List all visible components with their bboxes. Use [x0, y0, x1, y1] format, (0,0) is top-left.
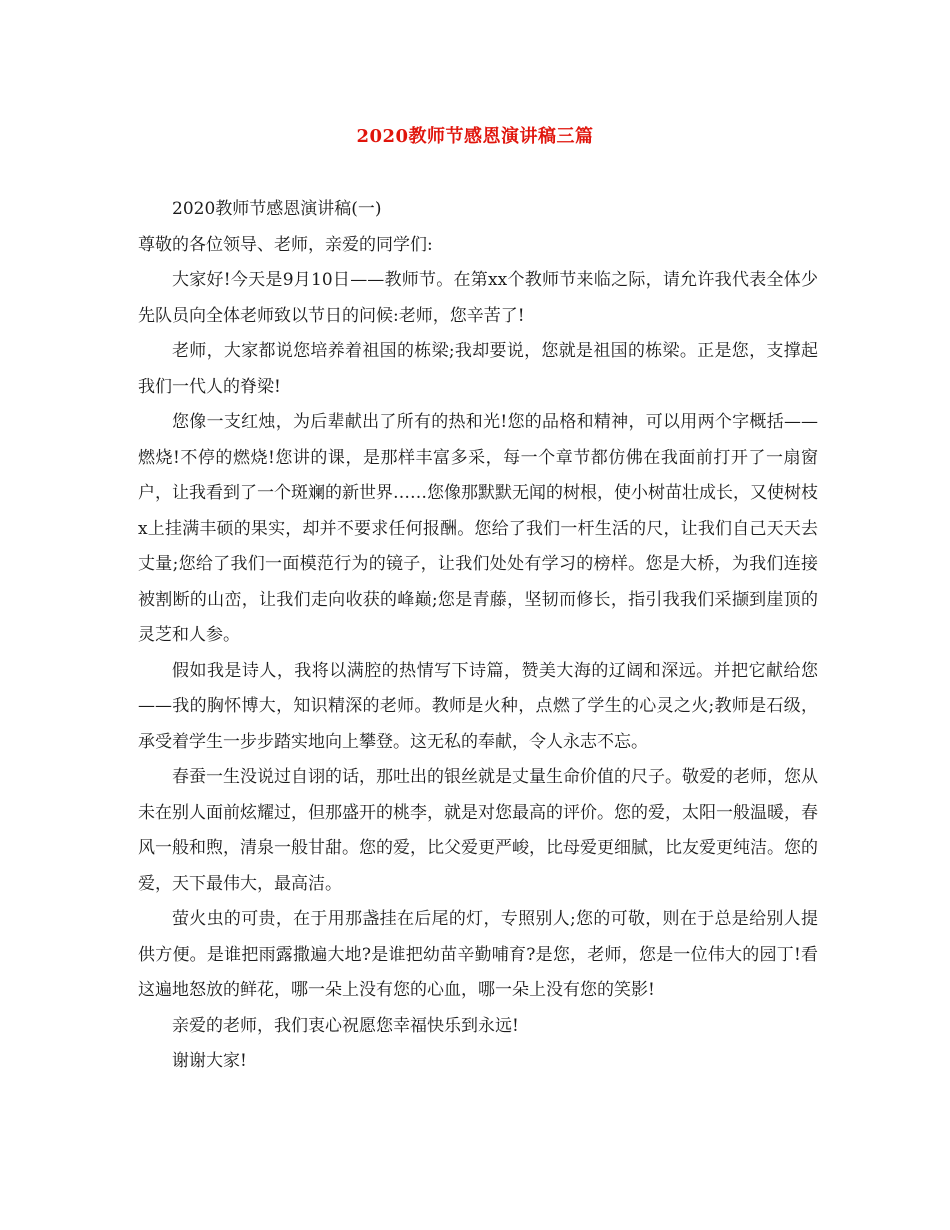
salutation: 尊敬的各位领导、老师，亲爱的同学们:	[138, 234, 433, 255]
paragraph: 萤火虫的可贵，在于用那盏挂在后尾的灯，专照别人;您的可敬，则在于总是给别人提供方便。是谁把雨露撒遍大地?是谁把幼苗辛勤哺育?是您，老师，您是一位伟大的园丁!看这遍地怒放的鲜花，哪一朵上没有您的心血，哪一朵上没有您的笑影!	[138, 909, 818, 1000]
speech-subtitle: 2020教师节感恩演讲稿(一)	[172, 199, 382, 219]
paragraph: 大家好!今天是9月10日——教师节。在第xx个教师节来临之际，请允许我代表全体少先队员向全体老师致以节日的问候:老师，您辛苦了!	[138, 270, 818, 326]
document-title: 2020教师节感恩演讲稿三篇	[356, 126, 594, 147]
paragraph: 春蚕一生没说过自诩的话，那吐出的银丝就是丈量生命价值的尺子。敬爱的老师，您从未在别人面前炫耀过，但那盛开的桃李，就是对您最高的评价。您的爱，太阳一般温暖，春风一般和煦，清泉一般甘甜。您的爱，比父爱更严峻，比母爱更细腻，比友爱更纯洁。您的爱，天下最伟大，最高洁。	[138, 767, 818, 894]
paragraph: 老师，大家都说您培养着祖国的栋梁;我却要说，您就是祖国的栋梁。正是您，支撑起我们一代人的脊梁!	[138, 341, 818, 397]
closing-thanks: 谢谢大家!	[172, 1051, 247, 1071]
paragraph: 您像一支红烛，为后辈献出了所有的热和光!您的品格和精神，可以用两个字概括——燃烧!不停的燃烧!您讲的课，是那样丰富多采，每一个章节都仿佛在我面前打开了一扇窗户，让我看到了一个斑斓的新世界……您像那默默无闻的树根，使小树苗壮成长，又使树枝x上挂满丰硕的果实，却并不要求任何报酬。您给了我们一杆生活的尺，让我们自己天天去丈量;您给了我们一面模范行为的镜子，让我们处处有学习的榜样。您是大桥，为我们连接被割断的山峦，让我们走向收获的峰巅;您是青藤，坚韧而修长，指引我我们采撷到崖顶的灵芝和人参。	[138, 412, 818, 645]
paragraph: 假如我是诗人，我将以满腔的热情写下诗篇，赞美大海的辽阔和深远。并把它献给您——我的胸怀博大，知识精深的老师。教师是火种，点燃了学生的心灵之火;教师是石级，承受着学生一步步踏实地向上攀登。这无私的奉献，令人永志不忘。	[138, 660, 818, 752]
closing-wish: 亲爱的老师，我们衷心祝愿您幸福快乐到永远!	[172, 1015, 519, 1036]
document-body	[138, 192, 818, 1080]
